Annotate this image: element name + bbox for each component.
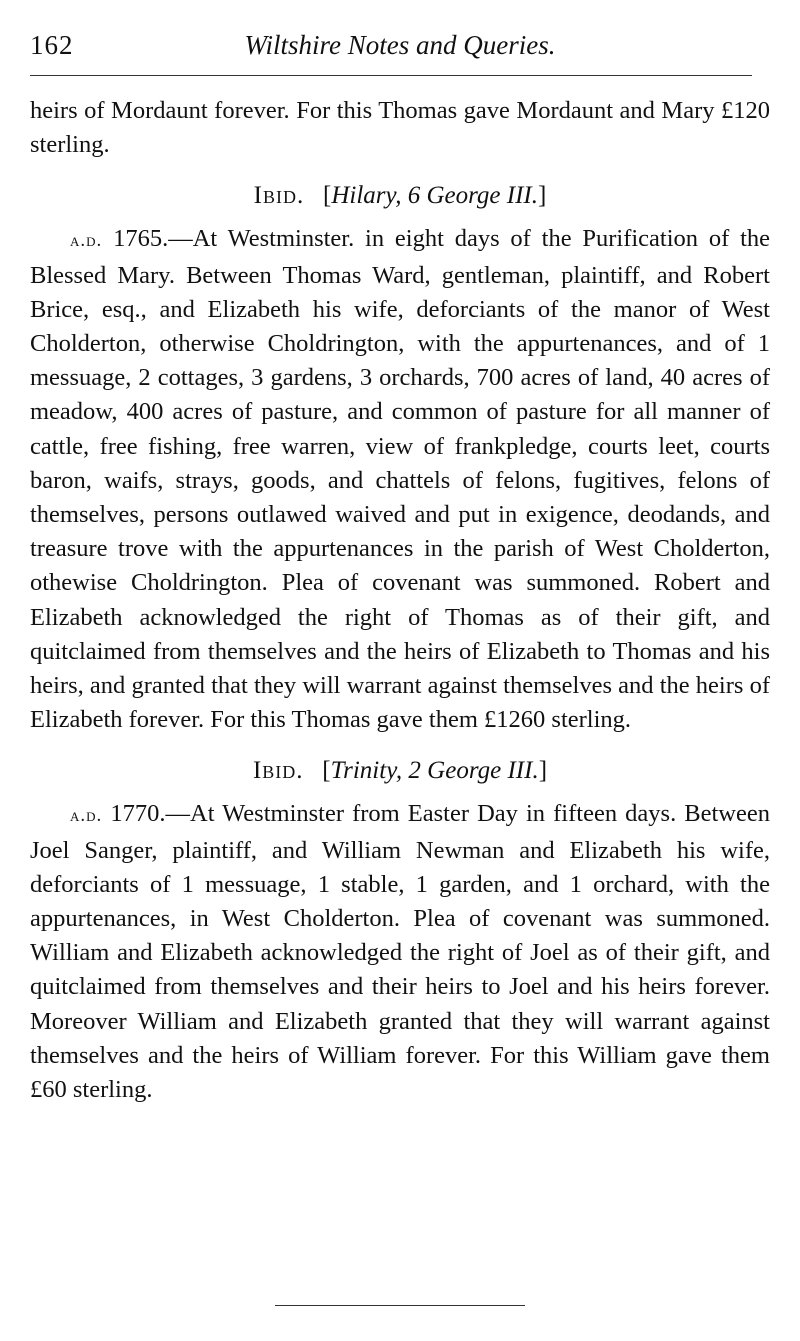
header-rule (30, 75, 752, 76)
term-bracket-close: ] (538, 182, 547, 210)
term-label: Trinity, 2 George III. (330, 757, 539, 785)
term-label: Hilary, 6 George III. (331, 182, 538, 210)
ibid-label: Ibid. (252, 757, 304, 785)
page-body (30, 94, 770, 1107)
continuation-paragraph: heirs of Mordaunt forever. For this Thomas gave Mordaunt and Mary £120 sterling. (30, 97, 770, 159)
entry-text: —At Westminster. in eight days of the Purification of the Blessed Mary. Between Thomas Ward, gentleman, plaintiff, and Robert Brice, esq., and Elizabeth his wife, deforciants of the manor of West Cholderton, otherwise Choldrington, with the appurtenances, and of 1 messuage, 2 cottages, 3 gardens, 3 orchards, 700 acres of land, 40 acres of meadow, 400 acres of pasture, and common of pasture for all manner of cattle, free fishing, free warren, view of frankpledge, courts leet, courts baron, waifs, strays, goods, and chattels of felons, fugitives, felons of themselves, persons outlawed waived and put in exigence, deodands, and treasure trove with the appurtenances in the parish of West Cholderton, othewise Choldrington. Plea of covenant was summoned. Robert and Elizabeth acknowledged the right of Thomas as of their gift, and quitclaimed from themselves and the heirs of Elizabeth to Thomas and his heirs, and granted that they will warrant against themselves and the heirs of Elizabeth forever. For this Thomas gave them £1260 sterling. (30, 225, 771, 734)
term-bracket-close: ] (538, 757, 548, 785)
term-bracket-open: [ (322, 757, 331, 785)
footer-rule (275, 1305, 525, 1306)
entry-text: —At Westminster from Easter Day in fifteen days. Between Joel Sanger, plaintiff, and William Newman and Elizabeth his wife, deforciants of 1 messuage, 1 stable, 1 garden, and 1 orchard, with the appurtenances, in West Cholderton. Plea of covenant was summoned. William and Elizabeth acknowledged the right of Joel as of their gift, and quitclaimed from themselves and their heirs to Joel and his heirs forever. Moreover William and Elizabeth granted that they will warrant against themselves and the heirs of William forever. For this William gave them £60 sterling. (30, 800, 770, 1104)
ad-label: a.d. (70, 805, 103, 827)
journal-title: Wiltshire Notes and Queries. (244, 30, 556, 60)
entry-heading-2 (30, 753, 770, 789)
entry-paragraph-2 (30, 797, 770, 1107)
page-number: 162 (30, 30, 74, 60)
ibid-label: Ibid. (253, 182, 305, 210)
entry-year: 1765. (113, 225, 169, 253)
entry-year: 1770. (110, 800, 166, 828)
term-bracket-open: [ (323, 182, 332, 210)
ad-label: a.d. (70, 230, 103, 252)
running-head (30, 30, 770, 64)
entry-heading-1 (30, 178, 770, 214)
entry-paragraph-1 (30, 222, 770, 737)
